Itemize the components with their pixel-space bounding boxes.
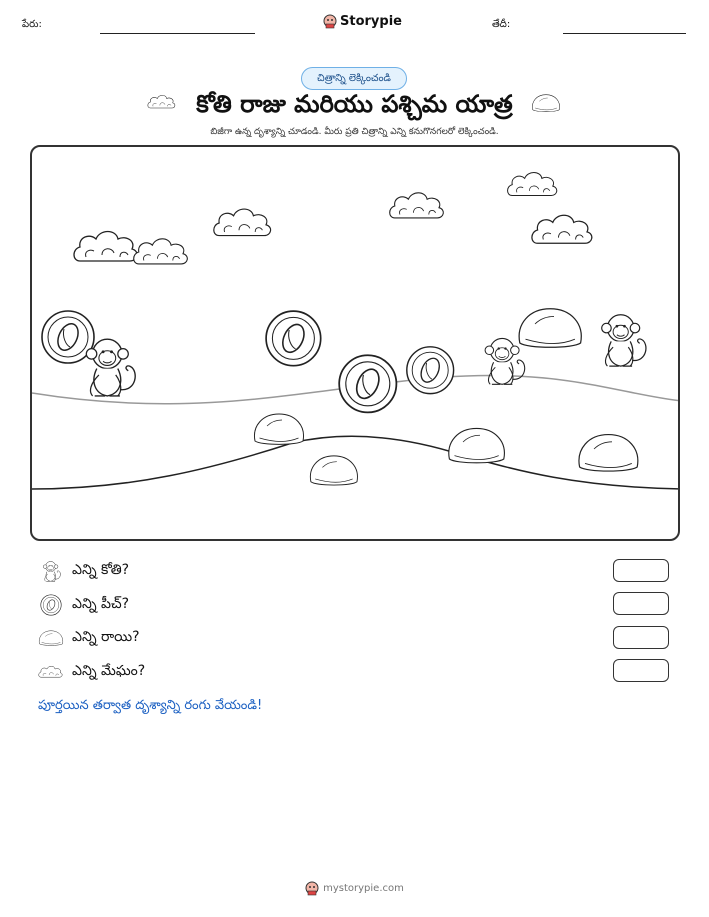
date-line[interactable] bbox=[563, 33, 686, 34]
cloud-5 bbox=[508, 173, 557, 196]
cloud-4 bbox=[390, 193, 444, 218]
peach-3 bbox=[339, 355, 396, 412]
question-text: ఎన్ని రాయి? bbox=[72, 628, 140, 645]
footer-url[interactable]: mystorypie.com bbox=[323, 882, 404, 894]
question-peach bbox=[38, 593, 129, 617]
monkey-2 bbox=[485, 338, 525, 384]
date-label: తేదీ: bbox=[492, 19, 511, 30]
storypie-logo-icon bbox=[323, 13, 337, 29]
cloud-2 bbox=[134, 239, 188, 264]
answer-box-monkey[interactable] bbox=[613, 559, 669, 582]
rock-icon bbox=[38, 627, 64, 649]
footer bbox=[0, 880, 709, 896]
scene-illustration bbox=[32, 147, 680, 541]
page-title: కోతి రాజు మరియు పశ్చిమ యాత్ర bbox=[196, 90, 513, 118]
answer-box-rock[interactable] bbox=[613, 626, 669, 649]
title-rock-icon bbox=[531, 93, 561, 113]
peach-4 bbox=[407, 347, 454, 394]
question-rock bbox=[38, 626, 140, 650]
rock-3 bbox=[310, 456, 357, 485]
cloud-icon bbox=[38, 661, 64, 683]
rock-1 bbox=[519, 309, 581, 347]
brand-logo bbox=[323, 13, 402, 29]
answer-box-peach[interactable] bbox=[613, 592, 669, 615]
question-text: ఎన్ని మేఘం? bbox=[72, 662, 146, 679]
name-line[interactable] bbox=[100, 33, 255, 34]
peach-icon bbox=[38, 594, 64, 616]
activity-badge: చిత్రాన్ని లెక్కించండి bbox=[301, 67, 407, 90]
question-text: ఎన్ని పీచ్? bbox=[72, 595, 130, 612]
brand-name: Storypie bbox=[340, 13, 402, 29]
question-cloud bbox=[38, 660, 145, 684]
cloud-6 bbox=[532, 215, 592, 243]
monkey-1 bbox=[86, 339, 135, 396]
storypie-footer-icon bbox=[305, 880, 319, 896]
coloring-note: పూర్తయిన తర్వాత దృశ్యాన్ని రంగు వేయండి! bbox=[38, 698, 263, 713]
rock-4 bbox=[449, 428, 505, 462]
name-label: పేరు: bbox=[22, 19, 42, 30]
page-subtitle: బిజీగా ఉన్న దృశ్యాన్ని చూడండి. మీరు ప్రతి చిత్రాన్ని ఎన్ని కనుగొనగలరో లెక్కించండి. bbox=[210, 127, 499, 137]
monkey-3 bbox=[602, 315, 646, 366]
rock-2 bbox=[254, 414, 303, 444]
cloud-1 bbox=[74, 232, 137, 262]
answer-box-cloud[interactable] bbox=[613, 659, 669, 682]
question-text: ఎన్ని కోతి? bbox=[72, 561, 130, 578]
cloud-3 bbox=[214, 209, 271, 236]
peach-2 bbox=[266, 311, 321, 366]
question-monkey bbox=[38, 559, 129, 583]
rock-5 bbox=[579, 435, 638, 471]
counting-scene bbox=[30, 145, 680, 541]
monkey-icon bbox=[38, 560, 64, 582]
